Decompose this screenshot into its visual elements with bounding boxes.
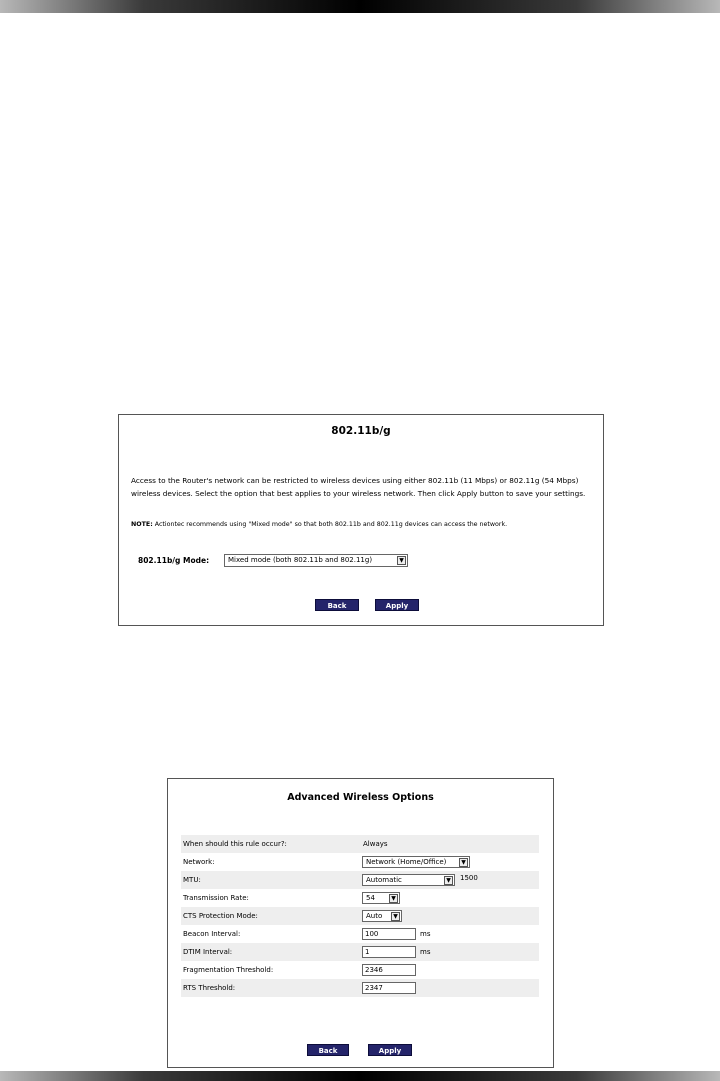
mtu-value: 1500 [460, 874, 478, 882]
chevron-down-icon: ▼ [459, 858, 468, 867]
options-table [181, 835, 539, 997]
network-select-value: Network (Home/Office) [366, 858, 447, 866]
row-label: DTIM Interval: [183, 948, 233, 956]
table-row-cts-protection [181, 907, 539, 925]
advanced-wireless-panel [167, 778, 554, 1068]
transmission-rate-select[interactable] [362, 892, 400, 904]
row-label: Transmission Rate: [183, 894, 249, 902]
table-row-dtim-interval [181, 943, 539, 961]
panel-title: 802.11b/g [331, 425, 391, 437]
chevron-down-icon: ▼ [391, 912, 400, 921]
note-label: NOTE: [131, 521, 153, 528]
chevron-down-icon: ▼ [389, 894, 398, 903]
row-label: RTS Threshold: [183, 984, 236, 992]
dtim-unit: ms [420, 948, 431, 956]
table-row-schedule [181, 835, 539, 853]
row-label: Fragmentation Threshold: [183, 966, 274, 974]
table-row-rts [181, 979, 539, 997]
beacon-interval-input[interactable]: 100 [362, 928, 416, 940]
network-select[interactable] [362, 856, 470, 868]
top-decorative-bar [0, 0, 720, 13]
row-label: MTU: [183, 876, 201, 884]
cts-protection-value: Auto [366, 912, 383, 920]
mode-select[interactable] [224, 554, 408, 567]
mtu-select[interactable] [362, 874, 455, 886]
row-label: When should this rule occur?: [183, 840, 287, 848]
apply-button[interactable]: Apply [375, 599, 419, 611]
table-row-transmission-rate [181, 889, 539, 907]
row-label: Beacon Interval: [183, 930, 241, 938]
table-row-fragmentation [181, 961, 539, 979]
row-label: CTS Protection Mode: [183, 912, 258, 920]
table-row-mtu [181, 871, 539, 889]
cts-protection-select[interactable] [362, 910, 402, 922]
chevron-down-icon: ▼ [444, 876, 453, 885]
mtu-select-value: Automatic [366, 876, 402, 884]
back-button[interactable]: Back [307, 1044, 349, 1056]
transmission-rate-value: 54 [366, 894, 375, 902]
rts-threshold-input[interactable]: 2347 [362, 982, 416, 994]
wireless-mode-panel [118, 414, 604, 626]
schedule-value: Always [363, 840, 388, 848]
apply-button[interactable]: Apply [368, 1044, 412, 1056]
note-text [131, 521, 591, 528]
note-body: Actiontec recommends using "Mixed mode" so that both 802.11b and 802.11g devices can access the network. [152, 521, 508, 528]
fragmentation-threshold-input[interactable]: 2346 [362, 964, 416, 976]
table-row-beacon-interval [181, 925, 539, 943]
beacon-unit: ms [420, 930, 431, 938]
description-text: Access to the Router's network can be restricted to wireless devices using either 802.11b (11 Mbps) or 802.11g (54 Mbps) wireless devices. Select the option that best applies to your wireless network. Then click Apply button to save your settings. [131, 476, 586, 498]
dtim-interval-input[interactable]: 1 [362, 946, 416, 958]
panel-title: Advanced Wireless Options [287, 792, 434, 803]
mode-label: 802.11b/g Mode: [138, 556, 210, 565]
bottom-decorative-bar [0, 1071, 720, 1081]
table-row-network [181, 853, 539, 871]
back-button[interactable]: Back [315, 599, 359, 611]
mode-select-value: Mixed mode (both 802.11b and 802.11g) [228, 556, 373, 564]
chevron-down-icon: ▼ [397, 556, 406, 565]
row-label: Network: [183, 858, 215, 866]
